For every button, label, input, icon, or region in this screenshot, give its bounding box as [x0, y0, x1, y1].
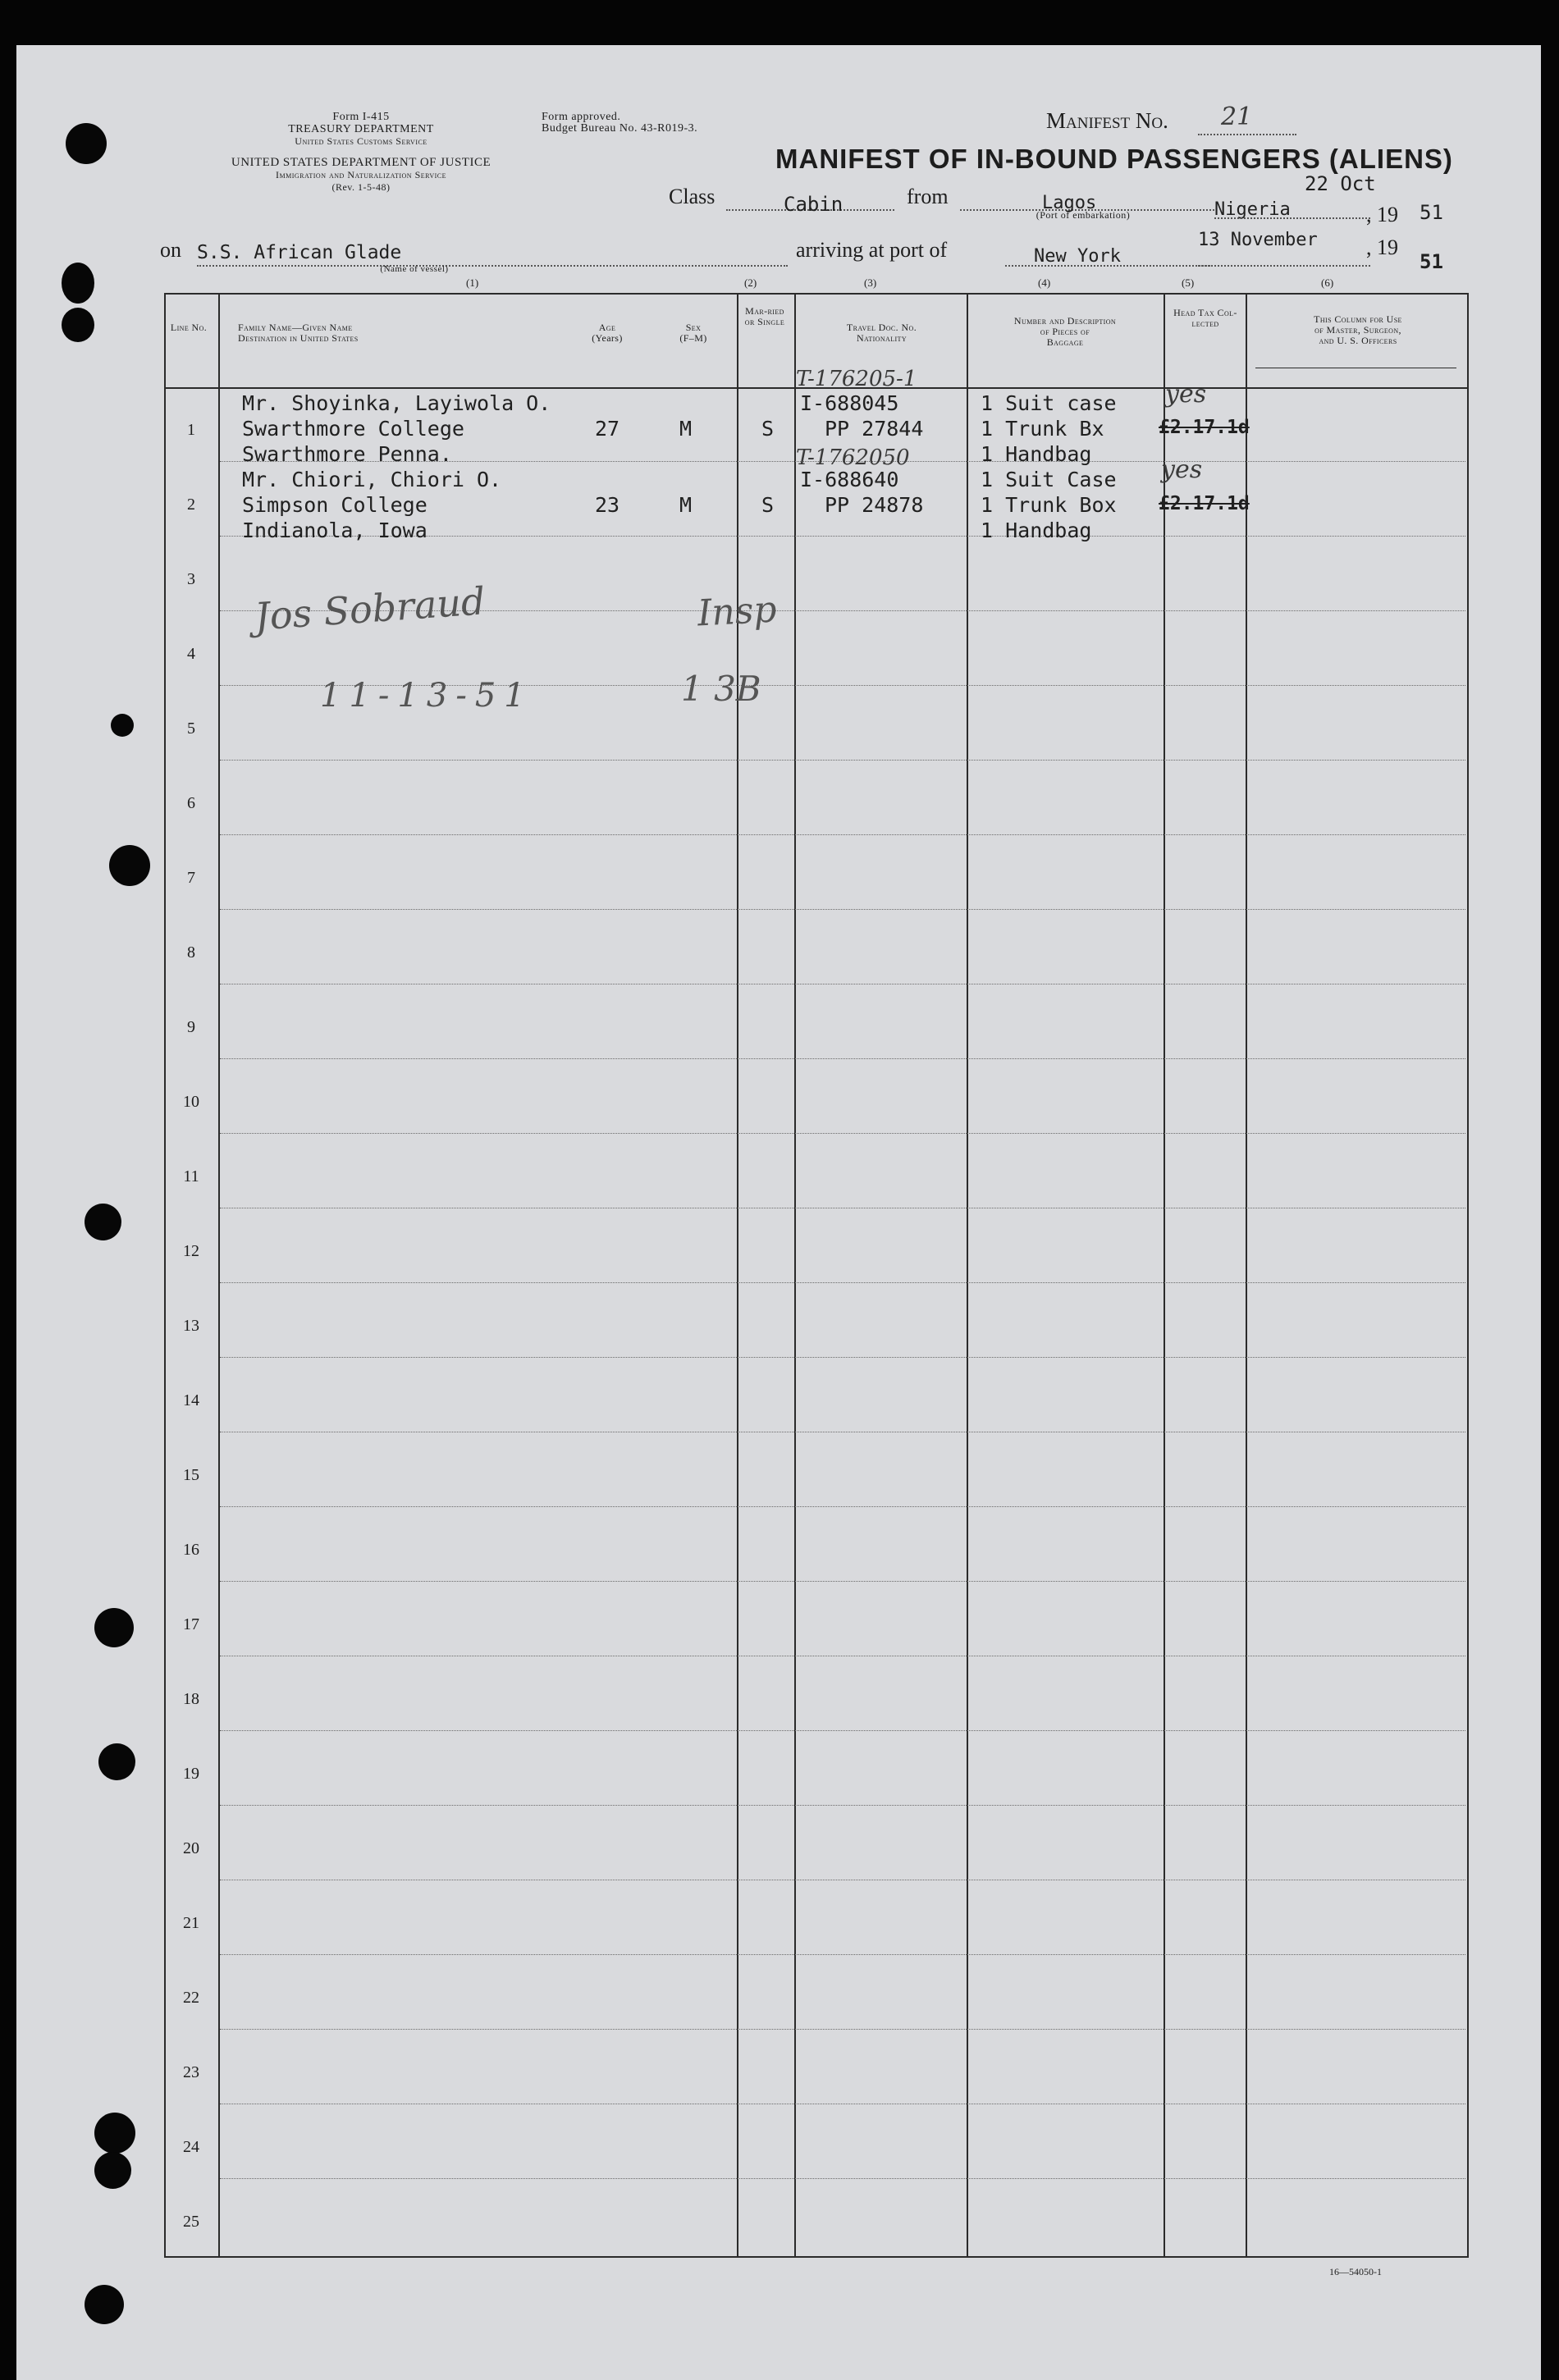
row-separator [220, 1805, 1465, 1806]
row-separator [220, 760, 1465, 761]
binder-hole [62, 308, 94, 342]
line-number: 17 [183, 1615, 199, 1633]
country: Nigeria [1214, 199, 1291, 220]
vessel-caption: (Name of vessel) [380, 264, 449, 274]
doj-department: UNITED STATES DEPARTMENT OF JUSTICE [231, 156, 491, 169]
binder-hole [85, 2285, 124, 2324]
line-number: 8 [187, 943, 195, 962]
passenger-marital: S [761, 493, 775, 517]
col-baggage-1: Number and Description [1013, 315, 1117, 327]
col-rule [218, 293, 220, 2258]
col-ref-1: (1) [466, 276, 479, 289]
line-number: 18 [183, 1690, 199, 1708]
line-number: 20 [183, 1839, 199, 1857]
passenger-baggage: 1 Handbag [981, 518, 1092, 542]
passenger-baggage: 1 Trunk Bx [981, 417, 1104, 441]
passenger-name: Mr. Chiori, Chiori O. [242, 468, 502, 491]
passenger-head-tax: £2.17.1d [1159, 493, 1250, 514]
col-rule [794, 293, 796, 2258]
line-number: 15 [183, 1466, 199, 1484]
row-separator [220, 1058, 1465, 1059]
class-value: Cabin [784, 193, 844, 216]
manifest-sheet [16, 45, 1541, 2380]
passenger-doc-handwritten: T-1762050 [796, 445, 910, 470]
binder-hole [94, 2113, 135, 2154]
col-baggage-2: of Pieces of [1040, 326, 1090, 337]
inspector-signature: Jos Sobraud [253, 578, 487, 639]
year-2: 51 [1420, 250, 1443, 273]
col-travel-doc: Travel Doc. No. [846, 322, 917, 333]
passenger-doc: I-688045 [800, 391, 899, 415]
col-destination: Destination in United States [238, 332, 359, 344]
col-ref-3: (3) [864, 276, 877, 289]
passenger-destination: Indianola, Iowa [242, 518, 427, 542]
col-officers-1: This Column for Use [1314, 313, 1402, 325]
col-ref-6: (6) [1321, 276, 1334, 289]
row-separator [220, 1282, 1465, 1283]
passenger-sex: M [679, 417, 693, 441]
line-number: 11 [183, 1167, 199, 1185]
passenger-doc: I-688640 [800, 468, 899, 491]
inspector-title: Insp [696, 588, 778, 635]
col-rule [737, 293, 738, 2258]
row-separator [220, 1357, 1465, 1358]
line-number: 14 [183, 1391, 199, 1409]
col-baggage-3: Baggage [1046, 336, 1084, 348]
row-separator [220, 1730, 1465, 1731]
arriving-label: arriving at port of [796, 238, 948, 262]
passenger-head-tax: £2.17.1d [1159, 417, 1250, 438]
arrival-date-line [1198, 265, 1370, 267]
page-title: MANIFEST OF IN-BOUND PASSENGERS (ALIENS) [775, 144, 1453, 174]
binder-hole [111, 714, 134, 737]
col-officers-2: of Master, Surgeon, [1314, 324, 1401, 336]
arrival-date: 13 November [1198, 230, 1318, 250]
class-label: Class [669, 185, 715, 208]
port-embarkation-caption: (Port of embarkation) [1036, 209, 1131, 221]
line-number: 6 [187, 794, 195, 812]
inspection-date: 11-13-51 [320, 677, 533, 715]
passenger-age: 23 [595, 493, 620, 517]
manifest-label: Manifest No. [1046, 108, 1168, 133]
revision: (Rev. 1-5-48) [331, 181, 391, 193]
row-separator [220, 909, 1465, 910]
line-number: 22 [183, 1989, 199, 2007]
year-1: 51 [1420, 201, 1443, 224]
passenger-age: 27 [595, 417, 620, 441]
line-number: 13 [183, 1317, 199, 1335]
binder-hole [94, 1608, 134, 1647]
passenger-baggage: 1 Suit case [981, 391, 1117, 415]
line-number: 21 [183, 1914, 199, 1932]
binder-hole [62, 263, 94, 304]
form-approved: Form approved. [542, 111, 621, 123]
binder-hole [94, 2152, 131, 2189]
vessel-name: S.S. African Glade [197, 242, 402, 263]
year-prefix-1: , 19 [1366, 203, 1398, 226]
head-tax-mark: yes [1165, 380, 1207, 409]
line-number: 19 [183, 1765, 199, 1783]
col-name: Family Name—Given Name [238, 322, 353, 333]
col-line-no: Line No. [170, 322, 208, 333]
manifest-number-line [1198, 134, 1296, 135]
ins-service: Immigration and Naturalization Service [275, 169, 446, 180]
line-number: 1 [187, 421, 195, 439]
passenger-passport: PP 27844 [825, 417, 924, 441]
col-nationality: Nationality [856, 332, 908, 344]
row-separator [220, 1133, 1465, 1134]
col-married: Mar-ried or Single [744, 305, 785, 327]
row-separator [220, 1954, 1465, 1955]
budget-bureau: Budget Bureau No. 43-R019-3. [542, 122, 698, 135]
stamp-code: 1 3B [681, 669, 761, 709]
col-sex-unit: (F–M) [679, 332, 707, 344]
manifest-number: 21 [1221, 103, 1253, 131]
passenger-baggage: 1 Trunk Box [981, 493, 1117, 517]
from-value: Lagos [1042, 193, 1097, 213]
year-prefix-2: , 19 [1366, 235, 1398, 259]
row-separator [220, 1506, 1465, 1507]
binder-hole [109, 845, 150, 886]
line-number: 24 [183, 2138, 199, 2156]
col-sex: Sex [685, 322, 702, 333]
departure-date: 22 Oct [1305, 172, 1376, 195]
line-number: 5 [187, 719, 195, 738]
col-age-unit: (Years) [592, 332, 623, 344]
line-number: 10 [183, 1093, 199, 1111]
binder-hole [66, 123, 107, 164]
passenger-destination: Swarthmore College [242, 417, 464, 441]
col-ref-4: (4) [1038, 276, 1051, 289]
binder-hole [98, 1743, 135, 1780]
passenger-baggage: 1 Handbag [981, 442, 1092, 466]
passenger-marital: S [761, 417, 775, 441]
row-separator [220, 2029, 1465, 2030]
line-number: 9 [187, 1018, 195, 1036]
row-separator [220, 1581, 1465, 1582]
col-rule [1246, 293, 1247, 2258]
col-ref-5: (5) [1182, 276, 1195, 289]
vessel-line [197, 265, 788, 267]
passenger-name: Mr. Shoyinka, Layiwola O. [242, 391, 551, 415]
line-number: 4 [187, 645, 195, 663]
print-code: 16—54050-1 [1329, 2266, 1382, 2277]
passenger-destination: Swarthmore Penna. [242, 442, 452, 466]
col-head-tax: Head Tax Col-lected [1173, 307, 1237, 329]
from-label: from [907, 185, 949, 208]
on-label: on [160, 238, 181, 262]
passenger-destination: Simpson College [242, 493, 427, 517]
col-age: Age [598, 322, 616, 333]
departure-line [1214, 217, 1370, 219]
form-number: Form I-415 [332, 111, 390, 123]
line-number: 25 [183, 2213, 199, 2231]
binder-hole [85, 1204, 121, 1240]
passenger-sex: M [679, 493, 693, 517]
line-number: 16 [183, 1541, 199, 1559]
line-number: 7 [187, 869, 195, 887]
line-number: 2 [187, 496, 195, 514]
passenger-doc-handwritten: T-176205-1 [796, 367, 917, 391]
customs-service: United States Customs Service [295, 135, 427, 147]
line-number: 12 [183, 1242, 199, 1260]
col-rule [967, 293, 968, 2258]
treasury-department: TREASURY DEPARTMENT [288, 123, 434, 135]
arrival-port: New York [1034, 246, 1121, 267]
row-separator [220, 834, 1465, 835]
passenger-passport: PP 24878 [825, 493, 924, 517]
col-ref-2: (2) [744, 276, 757, 289]
passenger-baggage: 1 Suit Case [981, 468, 1117, 491]
col-officers-3: and U. S. Officers [1319, 335, 1397, 346]
line-number: 3 [187, 570, 195, 588]
line-number: 23 [183, 2063, 199, 2081]
row-separator [220, 2178, 1465, 2179]
head-tax-mark: yes [1161, 455, 1203, 484]
col-rule [1164, 293, 1165, 2258]
